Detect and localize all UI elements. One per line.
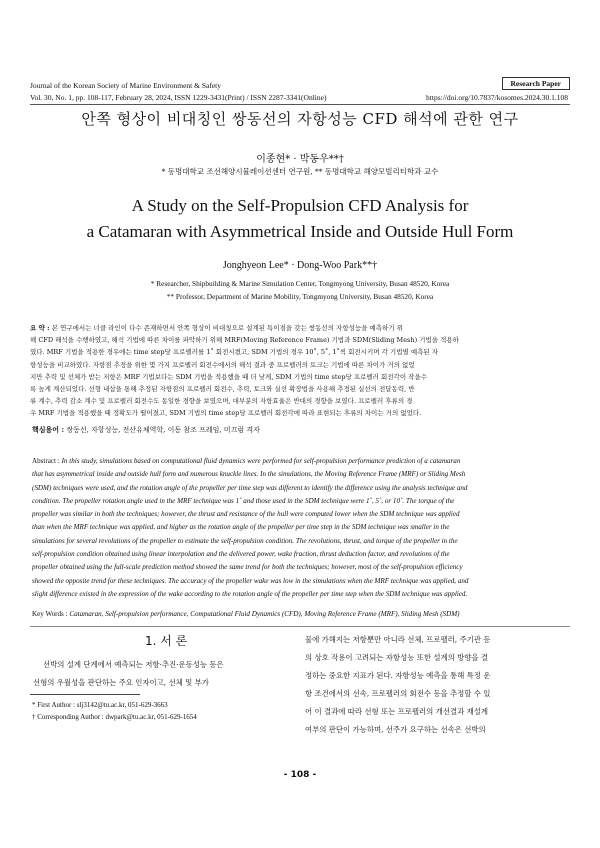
korean-authors: 이종현* · 박동우**† — [256, 154, 344, 165]
right-column — [305, 631, 568, 739]
english-keywords-label: Key Words : — [32, 610, 68, 618]
right-col-line-5: 어 이 결과에 따라 선형 또는 프로펠러의 개선결과 재설계 — [305, 707, 489, 716]
korean-abstract-line — [30, 346, 570, 358]
right-col-line-1: 물에 가해지는 저항뿐만 아니라 선체, 프로펠러, 주기관 등 — [305, 635, 491, 644]
english-abstract-line — [32, 535, 570, 548]
english-keywords-text: Catamaran, Self-propulsion performance, Computational Fluid Dynamics (CFD), Moving Reference Frame (MRF), Sliding Mesh (SDM) — [69, 610, 460, 618]
english-abstract-line — [32, 575, 570, 588]
english-abstract-text: propeller obtained using the full-scale prediction method showed the same trend for both the techniques; however, most of the self-propulsion efficiency — [32, 563, 463, 572]
english-abstract-text: self-propulsion condition obtained using linear interpolation and the delivered power, wake fraction, thrust deduction factor, and revolutions of the — [32, 550, 450, 559]
korean-affiliation: * 동명대학교 조선해양시뮬레이션센터 연구원, ** 동명대학교 해양모빌리티학과 교수 — [161, 167, 439, 176]
english-abstract-text: condition. The propeller rotation angle used in the MRF technique was 1˚ and those used in the SDM technique were 1˚, 5˚, or 10˚. The torque of the — [32, 496, 455, 505]
issue-info: Vol. 30, No. 1, pp. 108-117, February 28, 2024, ISSN 1229-3431(Print) / ISSN 2287-3341(Online) — [30, 93, 327, 102]
right-col-line-4: 항 조건에서의 선속, 프로펠러의 회전수 등을 추정할 수 있 — [305, 689, 491, 698]
english-affiliation-2: ** Professor, Department of Marine Mobility, Tongmyong University, Busan 48520, Korea — [166, 292, 434, 301]
english-abstract-text: (SDM) techniques were used, and the rotation angle of the propeller per time step was different to identify the difference using the analysis technique and — [32, 483, 468, 492]
english-title-line-2: a Catamaran with Asymmetrical Inside and Outside Hull Form — [86, 222, 514, 241]
english-abstract-line — [32, 548, 570, 561]
footnote-corresponding-author: † Corresponding Author : dwpark@tu.ac.kr, 051-629-1654 — [32, 713, 197, 721]
korean-abstract-text: 지만 추력 및 선체가 받는 저항은 MRF 기법보다는 SDM 기법을 적용했을 때 더 낮게, SDM 기법의 time step당 프로펠러 회전각이 작을수 — [30, 372, 428, 381]
english-abstract-line — [32, 495, 570, 508]
abstract-rule — [30, 626, 570, 627]
korean-abstract-text: 우 MRF 기법을 적용했을 때 정확도가 떨어졌고, SDM 기법의 time step당 프로펠러 회전각에 따라 표현되는 후류의 차이는 거의 없었다. — [30, 409, 422, 418]
korean-abstract-line — [30, 334, 570, 346]
korean-abstract-line — [30, 383, 570, 395]
left-col-line-2: 선형의 우월성을 판단하는 주요 인자이고, 선체 및 부가 — [33, 678, 209, 687]
header-rule — [30, 104, 570, 105]
english-abstract-line — [32, 468, 570, 481]
korean-keywords — [32, 425, 260, 435]
korean-abstract-text: 였다. MRF 기법을 적용한 경우에는 time step당 프로펠러를 1˚ 회전시켰고, SDM 기법의 경우 10˚, 5˚, 1˚씩 회전시키며 각 기법별 예측된 자 — [30, 348, 439, 357]
research-paper-badge: Research Paper — [502, 77, 570, 90]
footnote-first-author: * First Author : slj3142@tu.ac.kr, 051-629-3663 — [32, 701, 168, 709]
left-col-line-1: 선박의 설계 단계에서 예측되는 저항·추진·운동성능 등은 — [43, 660, 224, 669]
english-title-line-1: A Study on the Self-Propulsion CFD Analysis for — [131, 196, 469, 215]
english-abstract-line — [32, 508, 570, 521]
section-title: 1. 서 론 — [145, 634, 188, 648]
english-affiliation-1: * Researcher, Shipbuilding & Marine Simulation Center, Tongmyong University, Busan 48520, Korea — [150, 279, 450, 288]
english-abstract-label: Abstract : — [32, 457, 62, 465]
page-number: - 108 - — [283, 770, 317, 780]
korean-abstract-text: 록 높게 계산되었다. 선형 내삽을 통해 추정된 자항점의 프로펠러 회전수, 추력, 토크와 실선 확장법을 사용해 추정된 실선의 전달동력, 반 — [30, 385, 415, 394]
korean-abstract-line — [30, 371, 570, 383]
korean-abstract-text: 항성능을 비교하였다. 자항점 추정을 위한 몇 가지 프로펠러 회전수에서의 해석 결과 중 프로펠러의 토크는 기법에 따른 차이가 거의 없었 — [30, 360, 415, 369]
english-abstract-text: simulations for several revolutions of the propeller to estimate the self-propulsion condition. The revolutions, thrust, and torque of the propeller in the — [32, 536, 458, 545]
korean-abstract-line — [30, 395, 570, 407]
right-col-line-2: 의 상호 작용이 고려되는 자항성능 또한 설계의 방향을 결 — [305, 653, 489, 662]
korean-abstract-text: 해 CFD 해석을 수행하였고, 해석 기법에 따른 차이를 파악하기 위해 MRF(Moving Reference Frame) 기법과 SDM(Sliding Mesh) 기법을 적용하 — [30, 336, 459, 345]
korean-abstract — [30, 322, 570, 420]
english-abstract-line — [32, 521, 570, 534]
english-abstract-line — [32, 482, 570, 495]
english-keywords — [32, 610, 460, 618]
korean-title: 안쪽 형상이 비대칭인 쌍동선의 자항성능 CFD 해석에 관한 연구 — [81, 110, 519, 128]
journal-name: Journal of the Korean Society of Marine Environment & Safety — [30, 81, 221, 90]
english-abstract-text: In this study, simulations based on computational fluid dynamics were performed for self-propulsion performance prediction of a catamaran — [61, 457, 461, 465]
right-col-line-3: 정하는 중요한 지표가 된다. 자항성능 예측을 통해 특정 운 — [305, 671, 491, 680]
english-abstract-text: slight difference existed in the expression of the wake according to the rotation angle of the propeller per time step when the SDM technique was applied. — [32, 589, 468, 598]
footnote-rule — [30, 694, 140, 695]
english-abstract-text: showed the opposite trend for these techniques. The accuracy of the propeller wake was low in the simulations when the MRF technique was applied, and — [32, 576, 469, 585]
english-abstract-line — [32, 455, 570, 468]
korean-abstract-line — [30, 322, 570, 334]
korean-keywords-text: 쌍동선, 자항성능, 전산유체역학, 이동 참조 프레임, 미끄럼 격자 — [66, 426, 260, 434]
left-column — [33, 656, 288, 692]
korean-abstract-line — [30, 359, 570, 371]
english-abstract-line — [32, 588, 570, 601]
english-abstract — [32, 455, 570, 601]
doi-link[interactable]: https://doi.org/10.7837/kosomes.2024.30.1.108 — [426, 93, 568, 102]
korean-abstract-line — [30, 407, 570, 419]
english-authors: Jonghyeon Lee* · Dong-Woo Park**† — [222, 260, 378, 271]
korean-abstract-text: 본 연구에서는 너클 라인이 다수 존재하면서 안쪽 형상이 비대칭으로 설계된 특이점을 갖는 쌍동선의 자항성능을 예측하기 위 — [51, 324, 403, 332]
korean-keywords-label: 핵심용어 : — [32, 425, 65, 434]
english-abstract-text: that has asymmetrical inside and outside hull form and numerous knuckle lines. In the simulations, the Moving Reference Frame (MRF) or Sliding Mesh — [32, 470, 466, 479]
english-abstract-text: than when the MRF technique was applied, and higher as the rotation angle of the propeller per time step in the SDM technique was smaller in the — [32, 523, 450, 532]
english-abstract-line — [32, 561, 570, 574]
right-col-line-6: 여부의 판단이 가능하며, 선주가 요구하는 선속은 선박의 — [305, 725, 486, 734]
english-abstract-text: propeller was similar in both the techniques; however, the thrust and resistance of the hull were computed lower when the SDM technique was applied — [32, 510, 460, 519]
korean-abstract-label: 요 약 : — [30, 324, 52, 332]
korean-abstract-text: 류 계수, 추력 감소 계수 및 프로펠러 회전수도 동일한 경향을 보였으며, 대부분의 자항효율은 반대의 경향을 보였다. 프로펠러 후류의 경 — [30, 397, 413, 406]
